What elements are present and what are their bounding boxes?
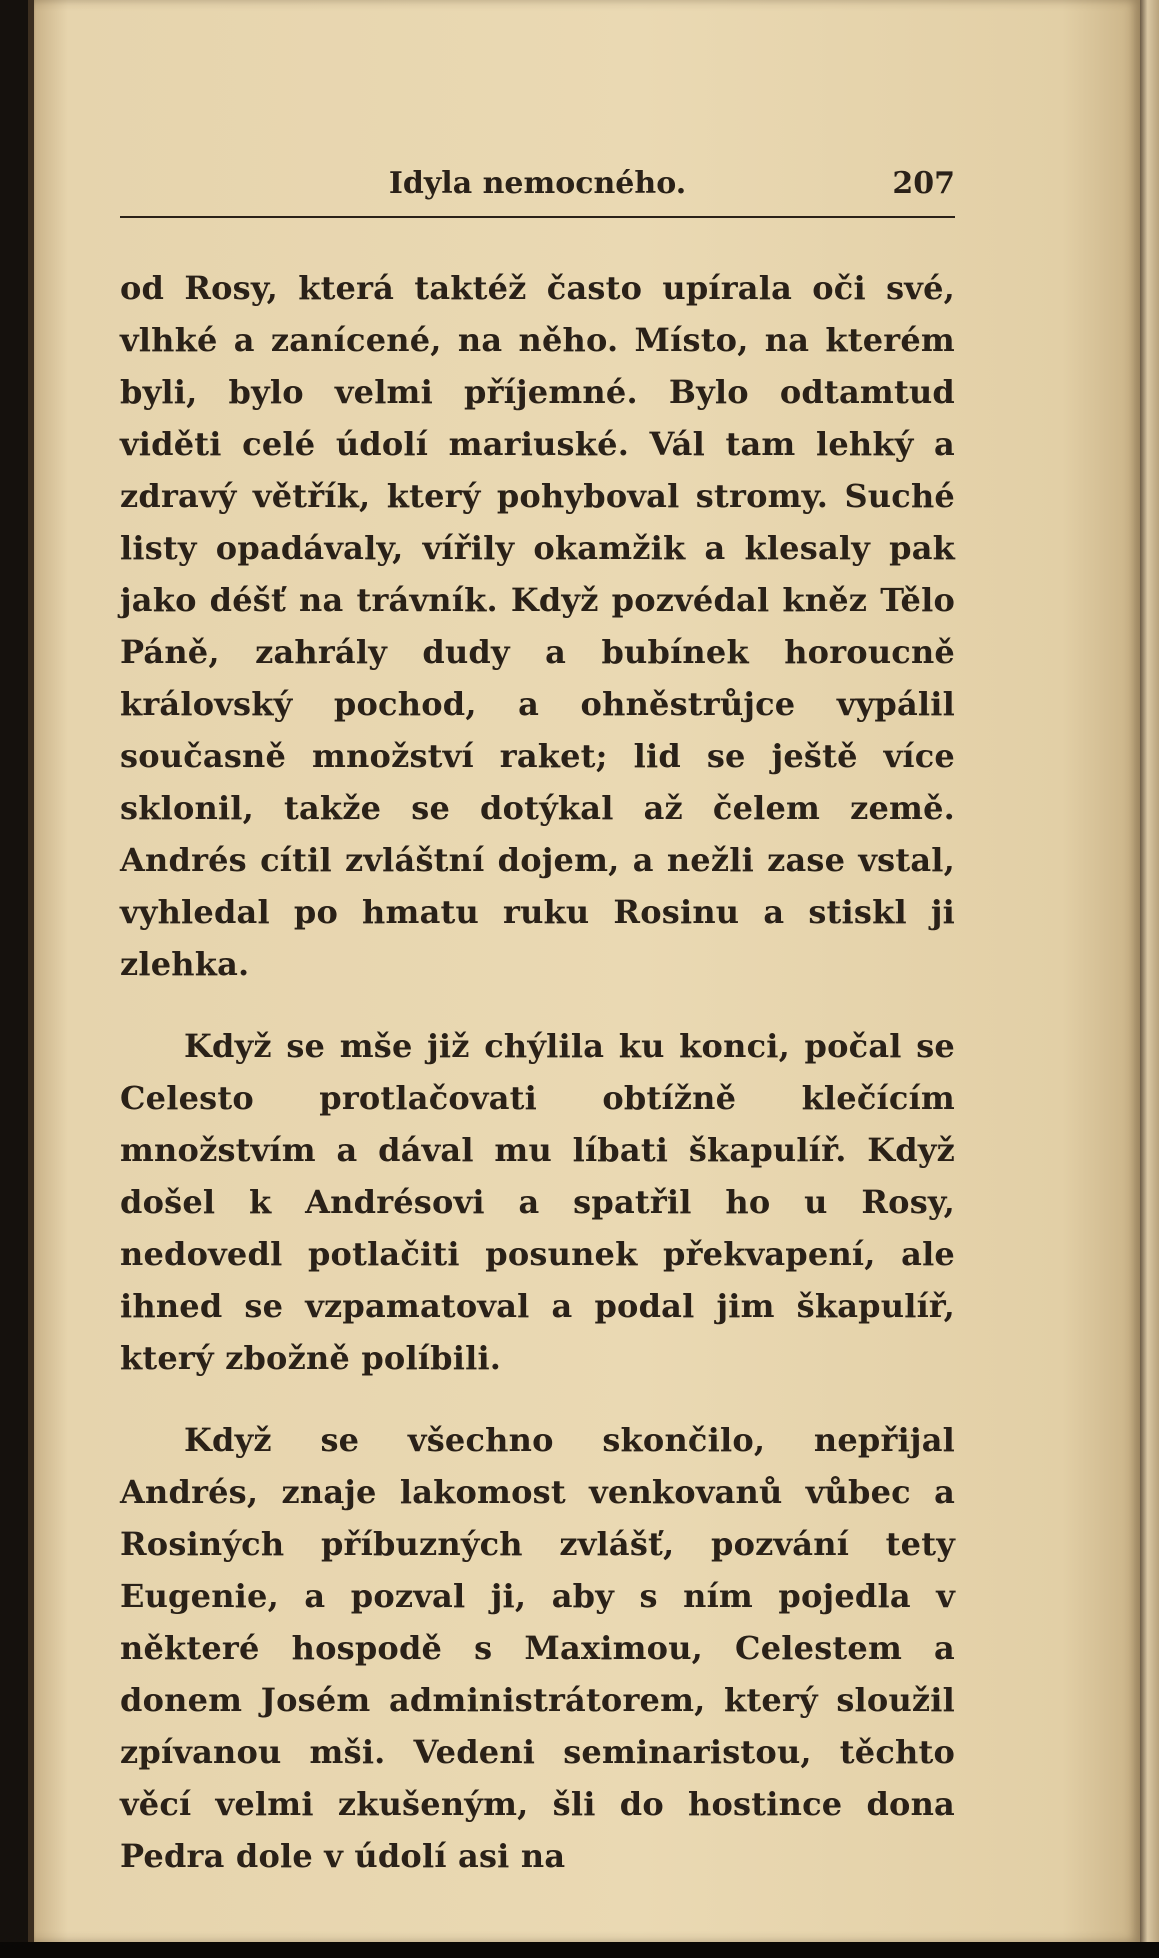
page-text-area [120, 160, 955, 1882]
page-bottom-edge [0, 1942, 1159, 1958]
page-right-edge [1140, 0, 1159, 1958]
paragraph-3: Když se všechno skončilo, nepřijal Andrés, znaje lakomost venkovanů vůbec a Rosiných příbuzných zvlášť, pozvání tety Eugenie, a pozval ji, aby s ním pojedla v některé hospodě s Maximou, Celestem a donem Josém administrátorem, který sloužil zpívanou mši. Vedeni seminaristou, těchto věcí velmi zkušeným, šli do hostince dona Pedra dole v údolí asi na [120, 1421, 955, 1875]
page-binding-edge [28, 0, 34, 1942]
page-number: 207 [892, 166, 955, 201]
paragraph-2: Když se mše již chýlila ku konci, počal se Celesto protlačovati obtížně klečícím množstvím a dával mu líbati škapulíř. Když došel k Andrésovi a spatřil ho u Rosy, nedovedl potlačiti posunek překvapení, ale ihned se vzpamatoval a podal jim škapulíř, který zbožně políbili. [120, 1027, 955, 1377]
paragraph-1: od Rosy, která taktéž často upírala oči své, vlhké a zanícené, na něho. Místo, na kterém byli, bylo velmi příjemné. Bylo odtamtud viděti celé údolí mariuské. Vál tam lehký a zdravý větřík, který pohyboval stromy. Suché listy opadávaly, vířily okamžik a klesaly pak jako déšť na trávník. Když pozvédal kněz Tělo Páně, zahrály dudy a bubínek horoucně královský pochod, a ohněstrůjce vypálil současně množství raket; lid se ještě více sklonil, takže se dotýkal až čelem země. Andrés cítil zvláštní dojem, a nežli zase vstal, vyhledal po hmatu ruku Rosinu a stiskl ji zlehka. [120, 269, 955, 983]
running-title: Idyla nemocného. [388, 166, 687, 201]
header-rule [120, 216, 955, 218]
running-head [120, 160, 955, 212]
